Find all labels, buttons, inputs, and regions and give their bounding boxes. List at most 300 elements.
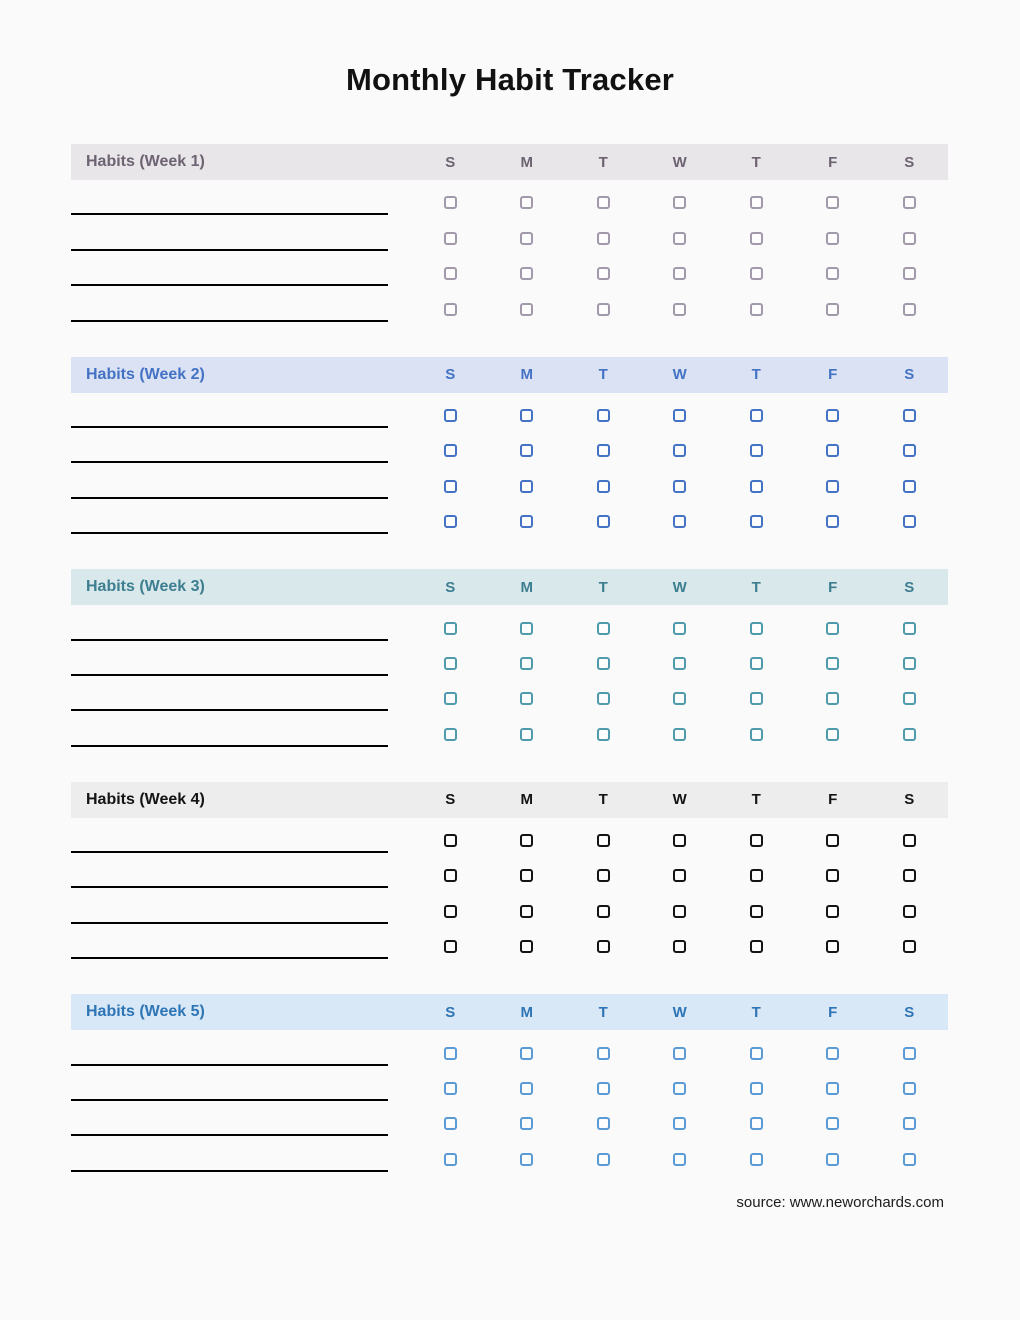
habit-row xyxy=(71,1030,948,1065)
day-header: M xyxy=(520,366,533,384)
checkbox-cell xyxy=(412,1066,489,1101)
checkbox-cell xyxy=(642,1066,719,1101)
habit-row xyxy=(71,180,948,215)
checkbox-cell xyxy=(642,711,719,746)
day-header: T xyxy=(598,366,608,384)
habit-checkbox[interactable] xyxy=(826,267,839,280)
checkbox-cell xyxy=(412,499,489,534)
checkbox-cell xyxy=(871,393,948,428)
week-label: Habits (Week 1) xyxy=(86,153,205,170)
checkbox-cell xyxy=(718,499,795,534)
habit-checkbox[interactable] xyxy=(673,409,686,422)
habit-checkbox[interactable] xyxy=(597,409,610,422)
checkbox-cell xyxy=(489,1101,566,1136)
habit-row xyxy=(71,853,948,888)
checkbox-cell xyxy=(795,711,872,746)
day-header: S xyxy=(445,366,456,384)
habit-name-line[interactable] xyxy=(71,851,388,853)
checkbox-cell xyxy=(871,676,948,711)
habit-checkbox[interactable] xyxy=(903,869,916,882)
habit-checkbox[interactable] xyxy=(444,1117,457,1130)
checkbox-cell xyxy=(565,711,642,746)
habit-checkbox[interactable] xyxy=(520,1047,533,1060)
checkbox-cell xyxy=(489,428,566,463)
habit-checkbox[interactable] xyxy=(444,515,457,528)
checkbox-cell xyxy=(489,180,566,215)
habit-checkbox[interactable] xyxy=(597,1082,610,1095)
habit-checkbox[interactable] xyxy=(444,444,457,457)
habit-checkbox[interactable] xyxy=(444,622,457,635)
checkbox-cell xyxy=(718,924,795,959)
day-header: M xyxy=(520,153,533,171)
habit-checkbox[interactable] xyxy=(750,657,763,670)
habit-checkbox[interactable] xyxy=(903,444,916,457)
habit-name-line[interactable] xyxy=(71,639,388,641)
habit-checkbox[interactable] xyxy=(597,869,610,882)
habit-checkbox[interactable] xyxy=(444,657,457,670)
checkbox-cell xyxy=(412,180,489,215)
habit-checkbox[interactable] xyxy=(520,940,533,953)
checkbox-cell xyxy=(718,1030,795,1065)
checkbox-cell xyxy=(565,605,642,640)
habit-checkbox[interactable] xyxy=(520,692,533,705)
habit-checkbox[interactable] xyxy=(826,940,839,953)
day-header: T xyxy=(598,791,608,809)
habit-checkbox[interactable] xyxy=(597,267,610,280)
habit-checkbox[interactable] xyxy=(903,1047,916,1060)
habit-checkbox[interactable] xyxy=(673,480,686,493)
habit-checkbox[interactable] xyxy=(903,303,916,316)
habit-checkbox[interactable] xyxy=(826,1082,839,1095)
checkbox-cell xyxy=(642,888,719,923)
habit-checkbox[interactable] xyxy=(673,1082,686,1095)
habit-checkbox[interactable] xyxy=(520,1082,533,1095)
day-header: T xyxy=(751,1003,761,1021)
checkbox-cell xyxy=(489,393,566,428)
habit-checkbox[interactable] xyxy=(750,1153,763,1166)
habit-checkbox[interactable] xyxy=(673,232,686,245)
checkbox-cell xyxy=(718,853,795,888)
habit-checkbox[interactable] xyxy=(903,692,916,705)
checkbox-cell xyxy=(565,180,642,215)
checkbox-cell xyxy=(489,463,566,498)
habit-checkbox[interactable] xyxy=(673,692,686,705)
habit-checkbox[interactable] xyxy=(903,1117,916,1130)
checkbox-cell xyxy=(565,818,642,853)
checkbox-cell xyxy=(718,286,795,321)
habit-checkbox[interactable] xyxy=(444,1047,457,1060)
habit-checkbox[interactable] xyxy=(673,834,686,847)
week-sections-container xyxy=(0,144,1020,1172)
habit-checkbox[interactable] xyxy=(673,940,686,953)
habit-checkbox[interactable] xyxy=(520,267,533,280)
checkbox-cell xyxy=(871,641,948,676)
checkbox-cell xyxy=(718,215,795,250)
checkbox-cell xyxy=(565,1030,642,1065)
day-header: T xyxy=(751,578,761,596)
habit-checkbox[interactable] xyxy=(597,905,610,918)
habit-name-line[interactable] xyxy=(71,709,388,711)
checkbox-cell xyxy=(412,393,489,428)
checkbox-cell xyxy=(412,463,489,498)
habit-checkbox[interactable] xyxy=(444,905,457,918)
checkbox-cell xyxy=(795,924,872,959)
habit-row xyxy=(71,888,948,923)
habit-checkbox[interactable] xyxy=(520,1153,533,1166)
checkbox-cell xyxy=(412,286,489,321)
day-header: W xyxy=(672,1003,687,1021)
habit-name-line[interactable] xyxy=(71,1099,388,1101)
day-header: S xyxy=(445,791,456,809)
habit-name-line[interactable] xyxy=(71,922,388,924)
week-header xyxy=(71,569,948,605)
checkbox-cell xyxy=(795,888,872,923)
habit-checkbox[interactable] xyxy=(750,622,763,635)
habit-checkbox[interactable] xyxy=(673,1047,686,1060)
habit-checkbox[interactable] xyxy=(597,480,610,493)
habit-checkbox[interactable] xyxy=(826,232,839,245)
week-label: Habits (Week 2) xyxy=(86,365,205,383)
habit-name-line[interactable] xyxy=(71,1170,388,1172)
checkbox-cell xyxy=(795,676,872,711)
habit-checkbox[interactable] xyxy=(750,232,763,245)
habit-checkbox[interactable] xyxy=(520,728,533,741)
habit-checkbox[interactable] xyxy=(903,232,916,245)
habit-checkbox[interactable] xyxy=(750,1117,763,1130)
habit-checkbox[interactable] xyxy=(444,409,457,422)
habit-checkbox[interactable] xyxy=(903,480,916,493)
habit-checkbox[interactable] xyxy=(597,232,610,245)
habit-checkbox[interactable] xyxy=(444,834,457,847)
habit-name-line[interactable] xyxy=(71,532,388,534)
day-header: S xyxy=(445,578,456,596)
habit-checkbox[interactable] xyxy=(520,480,533,493)
habit-checkbox[interactable] xyxy=(826,869,839,882)
habit-checkbox[interactable] xyxy=(826,515,839,528)
habit-checkbox[interactable] xyxy=(673,1153,686,1166)
checkbox-cell xyxy=(412,888,489,923)
habit-checkbox[interactable] xyxy=(673,267,686,280)
checkbox-cell xyxy=(642,818,719,853)
habit-checkbox[interactable] xyxy=(597,940,610,953)
day-header: F xyxy=(828,578,838,596)
checkbox-cell xyxy=(718,818,795,853)
habit-row xyxy=(71,1066,948,1101)
habit-row xyxy=(71,215,948,250)
habit-checkbox[interactable] xyxy=(750,480,763,493)
habit-checkbox[interactable] xyxy=(444,196,457,209)
habit-row xyxy=(71,393,948,428)
habit-checkbox[interactable] xyxy=(597,728,610,741)
day-header: F xyxy=(828,366,838,384)
checkbox-cell xyxy=(412,251,489,286)
habit-checkbox[interactable] xyxy=(903,622,916,635)
checkbox-cell xyxy=(642,853,719,888)
habit-checkbox[interactable] xyxy=(826,480,839,493)
habit-checkbox[interactable] xyxy=(520,232,533,245)
checkbox-cell xyxy=(489,605,566,640)
day-header: S xyxy=(904,153,915,171)
habit-checkbox[interactable] xyxy=(826,1117,839,1130)
checkbox-cell xyxy=(642,1136,719,1171)
habit-checkbox[interactable] xyxy=(750,940,763,953)
checkbox-cell xyxy=(412,676,489,711)
checkbox-cell xyxy=(795,251,872,286)
checkbox-cell xyxy=(718,393,795,428)
habit-checkbox[interactable] xyxy=(903,196,916,209)
checkbox-cell xyxy=(718,1101,795,1136)
habit-checkbox[interactable] xyxy=(444,267,457,280)
habit-checkbox[interactable] xyxy=(903,267,916,280)
habit-checkbox[interactable] xyxy=(750,1082,763,1095)
checkbox-cell xyxy=(489,251,566,286)
day-header: F xyxy=(828,791,838,809)
habit-checkbox[interactable] xyxy=(903,905,916,918)
habit-checkbox[interactable] xyxy=(597,196,610,209)
checkbox-cell xyxy=(718,888,795,923)
checkbox-cell xyxy=(642,215,719,250)
checkbox-cell xyxy=(871,1030,948,1065)
habit-checkbox[interactable] xyxy=(597,1047,610,1060)
habit-name-line[interactable] xyxy=(71,497,388,499)
checkbox-cell xyxy=(412,605,489,640)
habit-checkbox[interactable] xyxy=(750,303,763,316)
checkbox-cell xyxy=(489,888,566,923)
checkbox-cell xyxy=(565,286,642,321)
checkbox-cell xyxy=(795,428,872,463)
habit-checkbox[interactable] xyxy=(750,444,763,457)
checkbox-cell xyxy=(871,888,948,923)
habit-checkbox[interactable] xyxy=(826,622,839,635)
checkbox-cell xyxy=(642,499,719,534)
habit-name-line[interactable] xyxy=(71,1134,388,1136)
habit-checkbox[interactable] xyxy=(520,1117,533,1130)
day-header: T xyxy=(598,1003,608,1021)
habit-name-line[interactable] xyxy=(71,1064,388,1066)
checkbox-cell xyxy=(795,286,872,321)
habit-checkbox[interactable] xyxy=(826,834,839,847)
day-header: F xyxy=(828,1003,838,1021)
habit-checkbox[interactable] xyxy=(444,480,457,493)
habit-name-line[interactable] xyxy=(71,284,388,286)
habit-name-line[interactable] xyxy=(71,249,388,251)
habit-checkbox[interactable] xyxy=(520,869,533,882)
day-header: S xyxy=(904,791,915,809)
habit-checkbox[interactable] xyxy=(444,1082,457,1095)
habit-checkbox[interactable] xyxy=(673,728,686,741)
habit-name-line[interactable] xyxy=(71,957,388,959)
page-title: Monthly Habit Tracker xyxy=(345,62,675,97)
habit-row xyxy=(71,711,948,746)
checkbox-cell xyxy=(795,1066,872,1101)
habit-checkbox[interactable] xyxy=(673,869,686,882)
checkbox-cell xyxy=(642,1030,719,1065)
checkbox-cell xyxy=(642,428,719,463)
habit-checkbox[interactable] xyxy=(597,444,610,457)
habit-checkbox[interactable] xyxy=(903,657,916,670)
habit-checkbox[interactable] xyxy=(673,657,686,670)
checkbox-cell xyxy=(565,1101,642,1136)
checkbox-cell xyxy=(412,215,489,250)
habit-checkbox[interactable] xyxy=(903,1082,916,1095)
checkbox-cell xyxy=(871,818,948,853)
habit-checkbox[interactable] xyxy=(597,657,610,670)
habit-checkbox[interactable] xyxy=(520,834,533,847)
habit-row xyxy=(71,1101,948,1136)
habit-checkbox[interactable] xyxy=(520,444,533,457)
checkbox-cell xyxy=(565,676,642,711)
habit-checkbox[interactable] xyxy=(520,905,533,918)
habit-checkbox[interactable] xyxy=(750,267,763,280)
checkbox-cell xyxy=(642,924,719,959)
habit-checkbox[interactable] xyxy=(826,657,839,670)
checkbox-cell xyxy=(795,1030,872,1065)
habit-checkbox[interactable] xyxy=(444,940,457,953)
habit-checkbox[interactable] xyxy=(597,1117,610,1130)
checkbox-cell xyxy=(871,499,948,534)
habit-checkbox[interactable] xyxy=(597,515,610,528)
habit-row xyxy=(71,1136,948,1171)
checkbox-cell xyxy=(871,428,948,463)
habit-checkbox[interactable] xyxy=(826,905,839,918)
checkbox-cell xyxy=(412,711,489,746)
habit-checkbox[interactable] xyxy=(520,409,533,422)
habit-name-line[interactable] xyxy=(71,320,388,322)
checkbox-cell xyxy=(642,1101,719,1136)
habit-name-line[interactable] xyxy=(71,461,388,463)
habit-checkbox[interactable] xyxy=(444,692,457,705)
habit-checkbox[interactable] xyxy=(826,1047,839,1060)
habit-checkbox[interactable] xyxy=(597,303,610,316)
habit-checkbox[interactable] xyxy=(673,196,686,209)
habit-checkbox[interactable] xyxy=(903,834,916,847)
checkbox-cell xyxy=(718,1066,795,1101)
habit-checkbox[interactable] xyxy=(750,409,763,422)
checkbox-cell xyxy=(718,180,795,215)
week-section xyxy=(71,782,948,960)
checkbox-cell xyxy=(795,1101,872,1136)
checkbox-cell xyxy=(718,676,795,711)
habit-row xyxy=(71,286,948,321)
habit-checkbox[interactable] xyxy=(826,728,839,741)
checkbox-cell xyxy=(412,1101,489,1136)
day-header: S xyxy=(445,1003,456,1021)
checkbox-cell xyxy=(489,676,566,711)
habit-checkbox[interactable] xyxy=(673,515,686,528)
checkbox-cell xyxy=(642,676,719,711)
habit-checkbox[interactable] xyxy=(750,905,763,918)
checkbox-cell xyxy=(642,180,719,215)
habit-checkbox[interactable] xyxy=(750,728,763,741)
day-header: S xyxy=(904,578,915,596)
checkbox-cell xyxy=(565,215,642,250)
checkbox-cell xyxy=(718,711,795,746)
checkbox-cell xyxy=(412,1136,489,1171)
week-header xyxy=(71,782,948,818)
habit-checkbox[interactable] xyxy=(673,622,686,635)
checkbox-cell xyxy=(642,641,719,676)
day-header: T xyxy=(751,153,761,171)
checkbox-cell xyxy=(871,286,948,321)
week-section xyxy=(71,569,948,747)
habit-row xyxy=(71,499,948,534)
habit-checkbox[interactable] xyxy=(520,622,533,635)
habit-checkbox[interactable] xyxy=(673,1117,686,1130)
habit-checkbox[interactable] xyxy=(750,1047,763,1060)
checkbox-cell xyxy=(489,499,566,534)
checkbox-cell xyxy=(718,428,795,463)
habit-checkbox[interactable] xyxy=(597,1153,610,1166)
habit-checkbox[interactable] xyxy=(444,303,457,316)
habit-name-line[interactable] xyxy=(71,745,388,747)
habit-name-line[interactable] xyxy=(71,426,388,428)
habit-checkbox[interactable] xyxy=(597,622,610,635)
day-header: S xyxy=(904,366,915,384)
checkbox-cell xyxy=(489,215,566,250)
habit-checkbox[interactable] xyxy=(444,1153,457,1166)
checkbox-cell xyxy=(795,463,872,498)
habit-checkbox[interactable] xyxy=(750,869,763,882)
week-header xyxy=(71,144,948,180)
checkbox-cell xyxy=(795,1136,872,1171)
checkbox-cell xyxy=(718,1136,795,1171)
habit-checkbox[interactable] xyxy=(903,1153,916,1166)
habit-row xyxy=(71,818,948,853)
habit-checkbox[interactable] xyxy=(520,515,533,528)
habit-checkbox[interactable] xyxy=(903,728,916,741)
habit-checkbox[interactable] xyxy=(826,444,839,457)
habit-checkbox[interactable] xyxy=(750,692,763,705)
habit-checkbox[interactable] xyxy=(597,834,610,847)
habit-checkbox[interactable] xyxy=(826,1153,839,1166)
checkbox-cell xyxy=(642,286,719,321)
checkbox-cell xyxy=(795,605,872,640)
day-header: W xyxy=(672,153,687,171)
checkbox-cell xyxy=(412,428,489,463)
habit-checkbox[interactable] xyxy=(520,657,533,670)
day-header: W xyxy=(672,366,687,384)
habit-checkbox[interactable] xyxy=(673,303,686,316)
habit-checkbox[interactable] xyxy=(520,196,533,209)
habit-checkbox[interactable] xyxy=(673,444,686,457)
habit-checkbox[interactable] xyxy=(903,515,916,528)
habit-name-line[interactable] xyxy=(71,674,388,676)
habit-checkbox[interactable] xyxy=(826,692,839,705)
habit-checkbox[interactable] xyxy=(750,834,763,847)
checkbox-cell xyxy=(489,1030,566,1065)
habit-checkbox[interactable] xyxy=(673,905,686,918)
checkbox-cell xyxy=(565,251,642,286)
habit-checkbox[interactable] xyxy=(750,515,763,528)
habit-checkbox[interactable] xyxy=(903,940,916,953)
habit-name-line[interactable] xyxy=(71,213,388,215)
habit-checkbox[interactable] xyxy=(597,692,610,705)
habit-checkbox[interactable] xyxy=(520,303,533,316)
habit-checkbox[interactable] xyxy=(750,196,763,209)
habit-checkbox[interactable] xyxy=(444,869,457,882)
habit-checkbox[interactable] xyxy=(826,409,839,422)
habit-name-line[interactable] xyxy=(71,886,388,888)
habit-checkbox[interactable] xyxy=(826,196,839,209)
checkbox-cell xyxy=(565,428,642,463)
habit-checkbox[interactable] xyxy=(826,303,839,316)
week-header xyxy=(71,357,948,393)
habit-checkbox[interactable] xyxy=(444,728,457,741)
checkbox-cell xyxy=(871,215,948,250)
day-header: T xyxy=(751,791,761,809)
habit-checkbox[interactable] xyxy=(903,409,916,422)
habit-checkbox[interactable] xyxy=(444,232,457,245)
